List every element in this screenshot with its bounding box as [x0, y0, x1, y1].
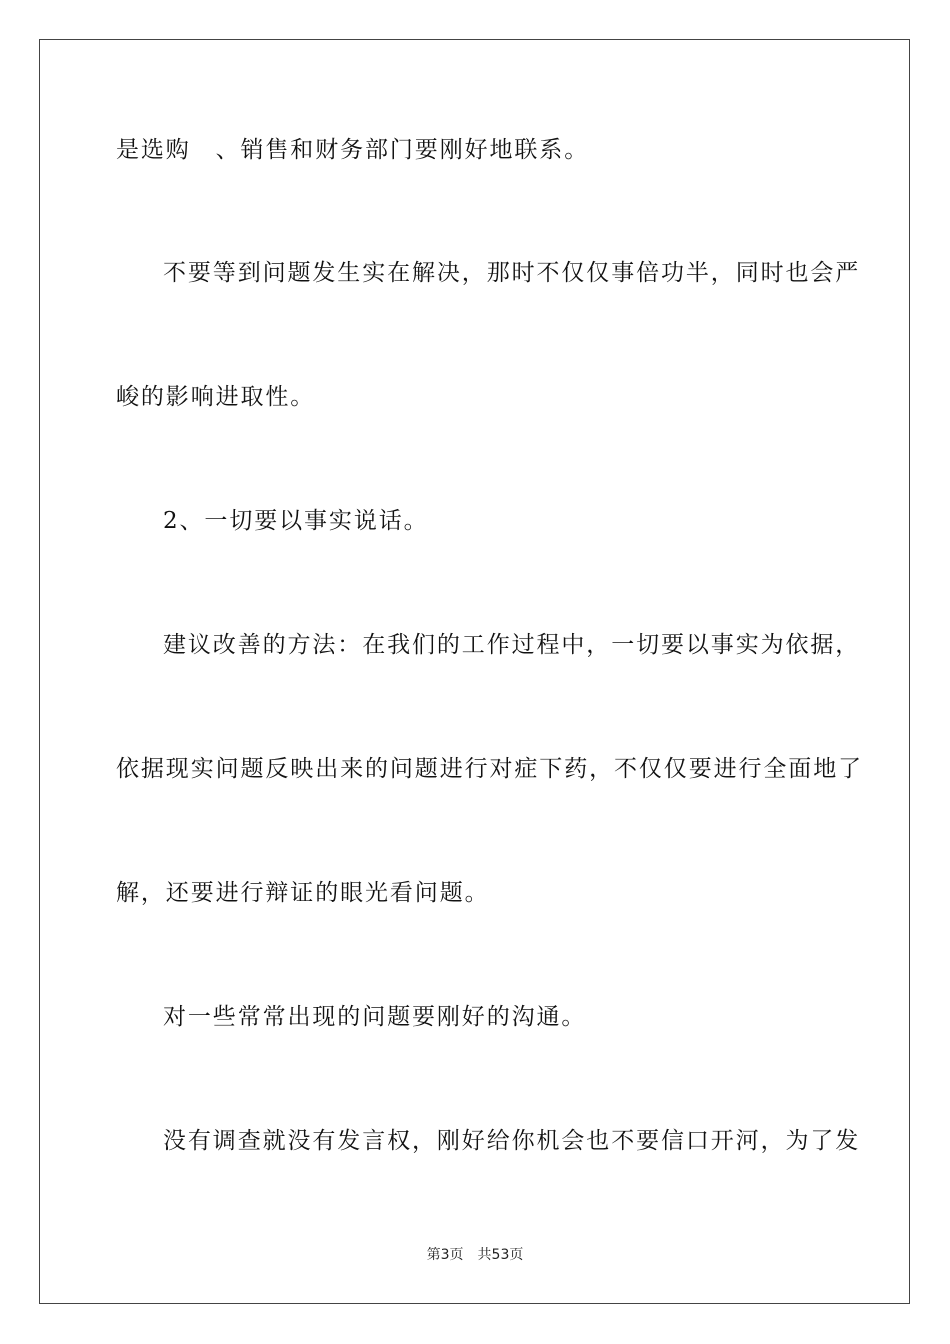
text-line-5: 建议改善的方法：在我们的工作过程中，一切要以事实为依据，	[163, 632, 861, 658]
page-number: 第3页	[426, 1247, 464, 1263]
text-line-8: 对一些常常出现的问题要刚好的沟通。	[163, 1004, 587, 1030]
text-line-2: 不要等到问题发生实在解决，那时不仅仅事倍功半，同时也会严	[163, 260, 861, 286]
text-line-3: 峻的影响进取性。	[116, 384, 316, 410]
text-line-7: 解，还要进行辩证的眼光看问题。	[116, 880, 490, 906]
text-line-6: 依据现实问题反映出来的问题进行对症下药，不仅仅要进行全面地了	[116, 756, 863, 782]
page-footer	[0, 1244, 950, 1264]
text-line-9: 没有调查就没有发言权，刚好给你机会也不要信口开河，为了发	[163, 1128, 861, 1154]
text-line-4: 2、一切要以事实说话。	[163, 508, 429, 534]
text-line-1: 是选购 、销售和财务部门要刚好地联系。	[116, 137, 590, 163]
page-border	[39, 39, 910, 1304]
total-pages: 共53页	[477, 1247, 524, 1263]
